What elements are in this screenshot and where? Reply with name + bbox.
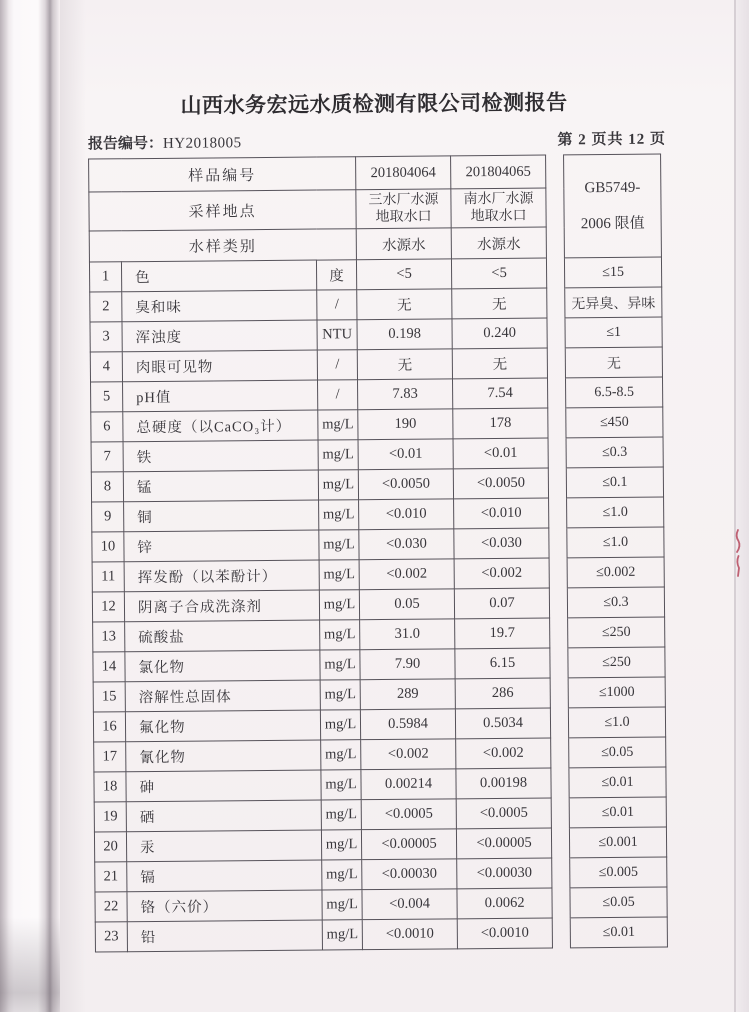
sample2-value: 0.5034 xyxy=(455,708,550,739)
table-gap xyxy=(548,468,566,498)
limit-value: ≤15 xyxy=(564,257,661,288)
unit: mg/L xyxy=(320,650,360,680)
limit-value: 6.5-8.5 xyxy=(566,377,663,408)
table-gap xyxy=(547,288,565,318)
row-number: 9 xyxy=(92,502,124,532)
table-gap xyxy=(548,378,566,408)
sample1-value: 0.05 xyxy=(359,589,454,620)
row-number: 12 xyxy=(92,592,124,622)
report-number xyxy=(88,131,242,153)
table-gap xyxy=(552,858,570,888)
header-row-sample-no xyxy=(89,154,661,192)
sample2-value: 0.0062 xyxy=(457,888,552,919)
table-row xyxy=(94,737,666,772)
sample2-value: <0.0050 xyxy=(453,468,548,499)
sample2-value: <0.010 xyxy=(454,498,549,529)
table-gap xyxy=(547,318,565,348)
results-table xyxy=(88,154,668,953)
sample1-value: <0.01 xyxy=(358,439,453,470)
limit-header-line1: GB5749- xyxy=(584,179,641,197)
table-row xyxy=(93,707,665,742)
row-number: 20 xyxy=(94,832,126,862)
report-number-value: HY2018005 xyxy=(162,135,242,152)
limit-value: ≤0.001 xyxy=(569,827,666,858)
row-number: 14 xyxy=(93,652,125,682)
sample1-value: <0.002 xyxy=(361,739,456,770)
scanner-bottom-strip xyxy=(0,1012,749,1030)
sample2-value: <0.01 xyxy=(453,438,548,469)
sample-no-2: 201804065 xyxy=(451,155,546,189)
table-row xyxy=(95,917,667,952)
sample2-value: <0.002 xyxy=(456,738,551,769)
unit: mg/L xyxy=(319,560,359,590)
sample2-value: 0.07 xyxy=(454,588,549,619)
row-number: 11 xyxy=(92,562,124,592)
table-gap xyxy=(549,588,567,618)
sample2-value: 178 xyxy=(453,408,548,439)
table-gap xyxy=(551,738,569,768)
sample1-value: 无 xyxy=(357,289,452,320)
sample2-value: <0.0005 xyxy=(456,798,551,829)
sample2-value: <5 xyxy=(451,258,546,289)
sample1-value: <5 xyxy=(356,259,451,290)
unit: mg/L xyxy=(318,440,358,470)
sample1-value: 190 xyxy=(358,409,453,440)
table-row xyxy=(94,797,666,832)
paper-right-edge xyxy=(734,0,749,1012)
sample1-value: 7.90 xyxy=(360,649,455,680)
type-label: 水样类别 xyxy=(89,229,356,262)
sample-no-label: 样品编号 xyxy=(89,157,356,192)
table-row xyxy=(92,557,664,592)
unit: mg/L xyxy=(322,890,362,920)
table-row xyxy=(93,647,665,682)
sample1-value: <0.004 xyxy=(362,889,457,920)
limit-value: ≤1.0 xyxy=(567,527,664,558)
table-row xyxy=(89,257,661,292)
sample2-value: 7.54 xyxy=(453,378,548,409)
parameter-name: 铅 xyxy=(127,920,322,952)
unit: / xyxy=(317,350,357,380)
limit-value: ≤250 xyxy=(568,647,665,678)
parameter-name: 总硬度（以CaCO₃计） xyxy=(123,410,318,442)
table-gap xyxy=(550,618,568,648)
unit: mg/L xyxy=(319,500,359,530)
parameter-name: 阴离子合成洗涤剂 xyxy=(124,590,319,622)
row-number: 15 xyxy=(93,682,125,712)
parameter-name: 镉 xyxy=(127,860,322,892)
sample2-value: 6.15 xyxy=(455,648,550,679)
report-number-label: 报告编号： xyxy=(87,135,164,153)
site-1: 三水厂水源 地取水口 xyxy=(356,189,451,229)
table-gap xyxy=(552,888,570,918)
sample2-value: 0.240 xyxy=(452,318,547,349)
limit-value: ≤1.0 xyxy=(567,497,664,528)
limit-value: ≤0.3 xyxy=(566,437,663,468)
page-title: 山西水务宏远水质检测有限公司检测报告 xyxy=(180,91,568,118)
row-number: 10 xyxy=(92,532,124,562)
row-number: 23 xyxy=(95,922,127,952)
site-label: 采样地点 xyxy=(89,190,356,231)
table-gap xyxy=(546,258,564,288)
sample1-value: <0.0010 xyxy=(362,919,457,950)
parameter-name: 锰 xyxy=(123,470,318,502)
parameter-name: 臭和味 xyxy=(122,290,317,322)
table-row xyxy=(90,287,662,322)
meta-row xyxy=(88,128,666,154)
parameter-name: 挥发酚（以苯酚计） xyxy=(124,560,319,592)
table-gap xyxy=(546,155,565,258)
table-row xyxy=(92,527,664,562)
table-row xyxy=(90,347,662,382)
parameter-name: 肉眼可见物 xyxy=(122,350,317,382)
page-indicator: 第 2 页共 12 页 xyxy=(557,131,666,149)
limit-value: ≤0.01 xyxy=(570,917,667,948)
table-gap xyxy=(547,348,565,378)
table-row xyxy=(90,317,662,352)
table-gap xyxy=(550,708,568,738)
parameter-name: 氰化物 xyxy=(126,740,321,772)
sample2-value: 无 xyxy=(452,348,547,379)
row-number: 2 xyxy=(90,292,122,322)
parameter-name: 铁 xyxy=(123,440,318,472)
type-1: 水源水 xyxy=(356,228,451,260)
parameter-name: 氯化物 xyxy=(125,650,320,682)
sample1-value: <0.0050 xyxy=(358,469,453,500)
paper-left-shadow xyxy=(60,0,86,1012)
sample2-value: <0.030 xyxy=(454,528,549,559)
limit-value: ≤0.3 xyxy=(567,587,664,618)
row-number: 7 xyxy=(91,442,123,472)
row-number: 5 xyxy=(91,382,123,412)
unit: mg/L xyxy=(319,590,359,620)
limit-column-header xyxy=(564,154,662,258)
limit-header-line2: 2006 限值 xyxy=(580,215,645,233)
sample1-value: 0.00214 xyxy=(361,769,456,800)
page-edges-left xyxy=(0,0,60,1012)
parameter-name: 铬（六价） xyxy=(127,890,322,922)
limit-value: ≤0.005 xyxy=(570,857,667,888)
parameter-name: 汞 xyxy=(126,830,321,862)
table-row xyxy=(91,377,663,412)
unit: mg/L xyxy=(319,530,359,560)
row-number: 3 xyxy=(90,322,122,352)
sample1-value: <0.030 xyxy=(359,529,454,560)
limit-value: 无异臭、异味 xyxy=(565,287,662,318)
parameter-name: 溶解性总固体 xyxy=(125,680,320,712)
table-gap xyxy=(551,828,569,858)
limit-value: ≤0.01 xyxy=(569,797,666,828)
table-row xyxy=(92,497,664,532)
sample2-value: <0.0010 xyxy=(457,918,552,949)
sample1-value: 289 xyxy=(360,679,455,710)
unit: mg/L xyxy=(320,620,360,650)
row-number: 8 xyxy=(91,472,123,502)
row-number: 4 xyxy=(90,352,122,382)
sample-no-1: 201804064 xyxy=(356,156,451,190)
row-number: 6 xyxy=(91,412,123,442)
parameter-name: pH值 xyxy=(123,380,318,412)
row-number: 21 xyxy=(95,862,127,892)
sample2-value: 0.00198 xyxy=(456,768,551,799)
limit-value: ≤0.05 xyxy=(569,737,666,768)
sample1-value: 31.0 xyxy=(360,619,455,650)
parameter-name: 氟化物 xyxy=(125,710,320,742)
sample2-value: <0.00005 xyxy=(456,828,551,859)
parameter-name: 浑浊度 xyxy=(122,320,317,352)
unit: mg/L xyxy=(322,860,362,890)
sample2-value: <0.00030 xyxy=(457,858,552,889)
sample1-value: 无 xyxy=(357,349,452,380)
red-ink-mark xyxy=(733,528,743,578)
sample2-value: 19.7 xyxy=(455,618,550,649)
sample1-value: <0.010 xyxy=(359,499,454,530)
table-gap xyxy=(551,768,569,798)
type-2: 水源水 xyxy=(451,227,546,259)
limit-value: ≤0.05 xyxy=(570,887,667,918)
row-number: 13 xyxy=(93,622,125,652)
sample1-value: <0.00030 xyxy=(362,859,457,890)
sample1-value: <0.002 xyxy=(359,559,454,590)
sample2-value: 无 xyxy=(452,288,547,319)
unit: mg/L xyxy=(322,920,362,950)
table-row xyxy=(94,767,666,802)
table-gap xyxy=(548,438,566,468)
row-number: 1 xyxy=(89,262,121,292)
limit-value: ≤1.0 xyxy=(568,707,665,738)
site-2: 南水厂水源 地取水口 xyxy=(451,188,546,228)
parameter-name: 色 xyxy=(121,260,316,292)
parameter-name: 砷 xyxy=(126,770,321,802)
limit-value: ≤1000 xyxy=(568,677,665,708)
table-row xyxy=(92,587,664,622)
row-number: 18 xyxy=(94,772,126,802)
unit: mg/L xyxy=(321,770,361,800)
sample2-value: 286 xyxy=(455,678,550,709)
table-row xyxy=(93,617,665,652)
row-number: 17 xyxy=(94,742,126,772)
limit-value: ≤0.002 xyxy=(567,557,664,588)
limit-value: 无 xyxy=(565,347,662,378)
table-gap xyxy=(549,528,567,558)
unit: / xyxy=(317,290,357,320)
parameter-name: 铜 xyxy=(124,500,319,532)
parameter-name: 锌 xyxy=(124,530,319,562)
row-number: 19 xyxy=(94,802,126,832)
unit: mg/L xyxy=(318,410,358,440)
unit: mg/L xyxy=(321,800,361,830)
limit-value: ≤450 xyxy=(566,407,663,438)
parameter-name: 硒 xyxy=(126,800,321,832)
sample1-value: 0.5984 xyxy=(360,709,455,740)
table-gap xyxy=(551,798,569,828)
unit: mg/L xyxy=(321,740,361,770)
table-gap xyxy=(549,558,567,588)
table-row xyxy=(91,407,663,442)
table-gap xyxy=(549,498,567,528)
sample1-value: <0.0005 xyxy=(361,799,456,830)
sample1-value: 0.198 xyxy=(357,319,452,350)
row-number: 22 xyxy=(95,892,127,922)
parameter-name: 硫酸盐 xyxy=(125,620,320,652)
table-gap xyxy=(548,408,566,438)
unit: mg/L xyxy=(321,830,361,860)
sample2-value: <0.002 xyxy=(454,558,549,589)
unit: mg/L xyxy=(320,710,360,740)
table-gap xyxy=(550,648,568,678)
unit: NTU xyxy=(317,320,357,350)
unit: / xyxy=(318,380,358,410)
limit-value: ≤0.01 xyxy=(569,767,666,798)
unit: mg/L xyxy=(318,470,358,500)
limit-value: ≤0.1 xyxy=(566,467,663,498)
limit-value: ≤1 xyxy=(565,317,662,348)
table-row xyxy=(93,677,665,712)
sample1-value: 7.83 xyxy=(358,379,453,410)
limit-value: ≤250 xyxy=(568,617,665,648)
table-gap xyxy=(550,678,568,708)
table-gap xyxy=(552,918,570,948)
unit: mg/L xyxy=(320,680,360,710)
unit: 度 xyxy=(316,260,356,290)
row-number: 16 xyxy=(93,712,125,742)
sample1-value: <0.00005 xyxy=(361,829,456,860)
